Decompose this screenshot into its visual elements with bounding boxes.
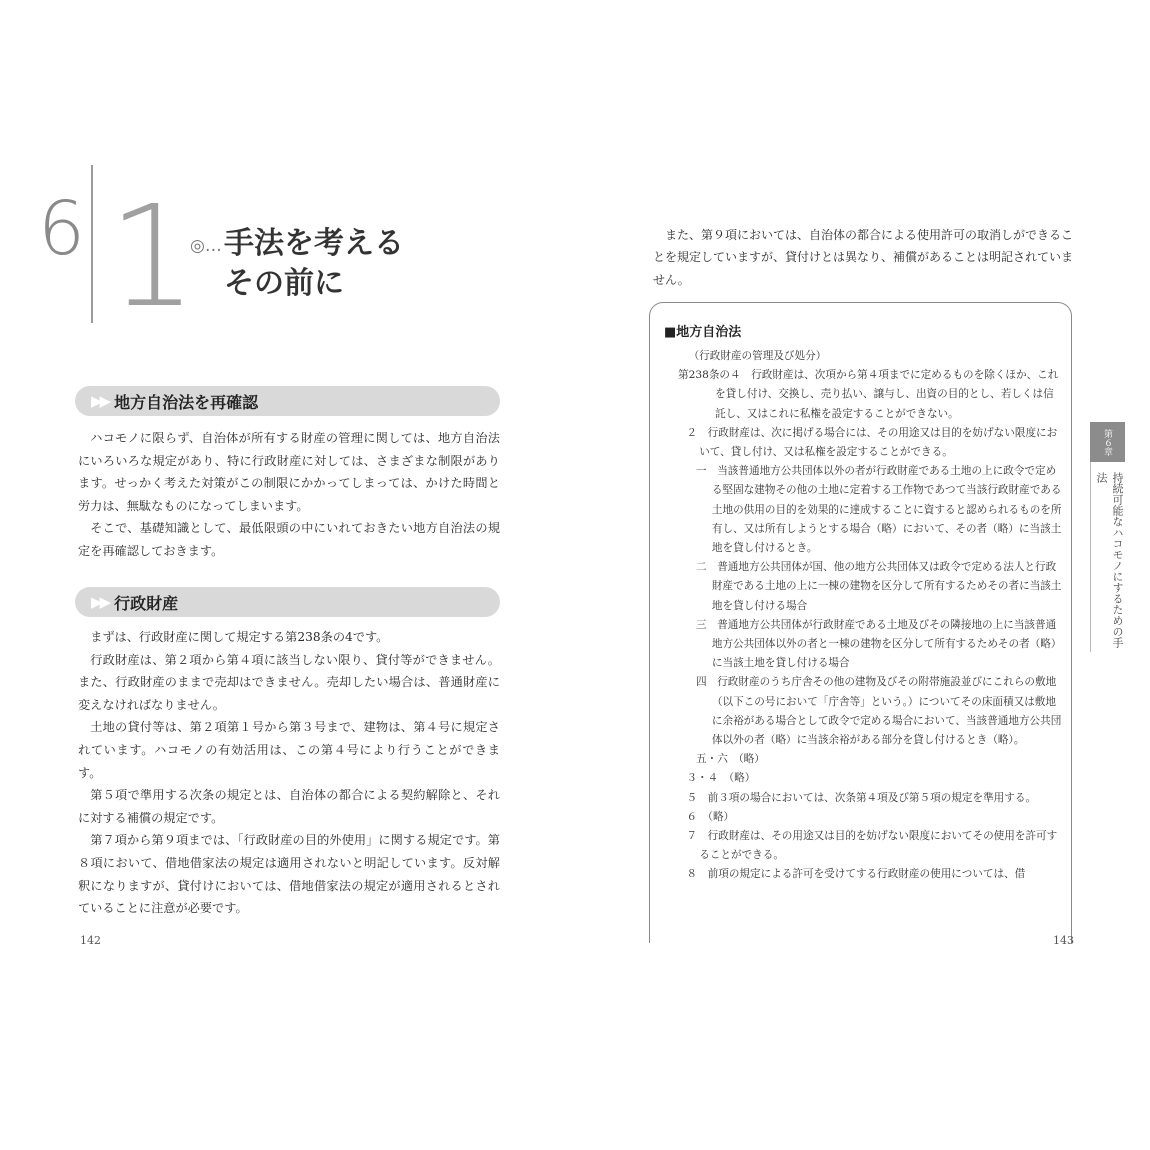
paragraph: 土地の貸付等は、第２項第１号から第３号まで、建物は、第４号に規定されています。ハコモノの有効活用は、この第４号により行うことができます。 (78, 720, 500, 780)
section-number: 1 (108, 176, 198, 339)
law-line: ７ 行政財産は、その用途又は目的を妨げない限度においてその使用を許可することができる。 (686, 830, 1058, 862)
paragraph: また、第９項においては、自治体の都合による使用許可の取消しができることを規定していますが、貸付けとは異なり、補償があることは明記されていません。 (653, 228, 1074, 287)
double-arrow-icon: ▶▶ (91, 593, 109, 611)
chapter-divider (91, 165, 93, 323)
paragraph: 行政財産は、第２項から第４項に該当しない限り、貸付等ができません。また、行政財産のままで売却はできません。売却したい場合は、普通財産に変えなければなりません。 (78, 652, 500, 712)
law-line: 五・六 （略） (696, 753, 765, 766)
law-line: 一 当該普通地方公共団体以外の者が行政財産である土地の上に政令で定める堅固な建物その他の土地に定着する工作物であつて当該行政財産である土地の供用の目的を効果的に達成することに資すると認められるものを所有し、又は所有しようとする場合（略）において、その者（略）に当該土地を貸し付けるとき。 (696, 465, 1062, 555)
chapter-number: 6 (38, 186, 86, 272)
law-line: ６ （略） (686, 810, 735, 823)
section-1-body (78, 427, 500, 563)
paragraph: まずは、行政財産に関して規定する第238条の4です。 (90, 630, 389, 644)
section-heading-1 (75, 386, 500, 416)
paragraph: 第７項から第９項までは、「行政財産の目的外使用」に関する規定です。第８項において、借地借家法の規定は適用されないと明記しています。反対解釈になりますが、貸付けにおいては、借地借家法の規定が適用されるとされていることに注意が必要です。 (78, 833, 500, 916)
page-number: 143 (1053, 934, 1074, 947)
law-line: 四 行政財産のうち庁舎その他の建物及びその附帯施設並びにこれらの敷地（以下この号において「庁舎等」という。）についてその床面積又は敷地に余裕がある場合として政令で定める場合において、当該普通地方公共団体以外の者（略）に当該余裕がある部分を貸し付けるとき（略）。 (696, 676, 1062, 747)
paragraph: 第５項で準用する次条の規定とは、自治体の都合による契約解除と、それに対する補償の規定です。 (78, 788, 500, 825)
section-2-body (78, 626, 500, 920)
title-line-1: 手法を考える (224, 226, 404, 261)
law-line: ２ 行政財産は、次に掲げる場合には、その用途又は目的を妨げない限度において、貸し付け、又は私権を設定することができる。 (686, 426, 1058, 459)
box-title: ■地方自治法 (664, 325, 742, 340)
section-heading-2 (75, 587, 500, 617)
law-line: （行政財産の管理及び処分） (688, 350, 827, 362)
intro-text (653, 224, 1076, 291)
law-excerpt-box (649, 302, 1072, 943)
paragraph: ハコモノに限らず、自治体が所有する財産の管理に関しては、地方自治法にいろいろな規定があり、特に行政財産に対しては、さまざまな制限があります。せっかく考えた対策がこの制限にかかってしまっては、かけた時間と労力は、無駄なものになってしまいます。 (78, 431, 500, 513)
side-tab-chapter: 第６章 (1090, 422, 1125, 462)
law-line: ８ 前項の規定による許可を受けてする行政財産の使用については、借 (686, 868, 1026, 881)
law-line: ３・４ （略） (686, 772, 756, 785)
law-line: ５ 前３項の場合においては、次条第４項及び第５項の規定を準用する。 (686, 791, 1037, 804)
law-line: 第238条の４ 行政財産は、次項から第４項までに定めるものを除くほか、これを貸し付け、交換し、売り払い、譲与し、出資の目的とし、若しくは信託し、又はこれに私権を設定することができない。 (678, 369, 1059, 420)
right-page (575, 0, 1150, 1150)
chapter-side-tab (1090, 422, 1125, 652)
law-line: 二 普通地方公共団体が国、他の地方公共団体又は政令で定める法人と行政財産である土地の上に一棟の建物を区分して所有するためその者に当該土地を貸し付ける場合 (696, 561, 1062, 612)
law-text (678, 347, 1064, 885)
page-title (224, 224, 404, 304)
paragraph: そこで、基礎知識として、最低限頭の中にいれておきたい地方自治法の規定を再確認しておきます。 (78, 521, 500, 558)
title-line-2: その前に (224, 266, 344, 301)
side-tab-title: 持続可能なハコモノにするための手法 (1090, 462, 1125, 652)
law-line: 三 普通地方公共団体が行政財産である土地及びその隣接地の上に当該普通地方公共団体以外の者と一棟の建物を区分して所有するためその者（略）に当該土地を貸し付ける場合 (696, 618, 1062, 670)
section-heading-label: 行政財産 (114, 593, 179, 613)
section-heading-label: 地方自治法を再確認 (114, 392, 259, 412)
title-bullet-icon: ◎… (190, 236, 222, 256)
page-number: 142 (80, 934, 101, 947)
double-arrow-icon: ▶▶ (91, 392, 109, 410)
